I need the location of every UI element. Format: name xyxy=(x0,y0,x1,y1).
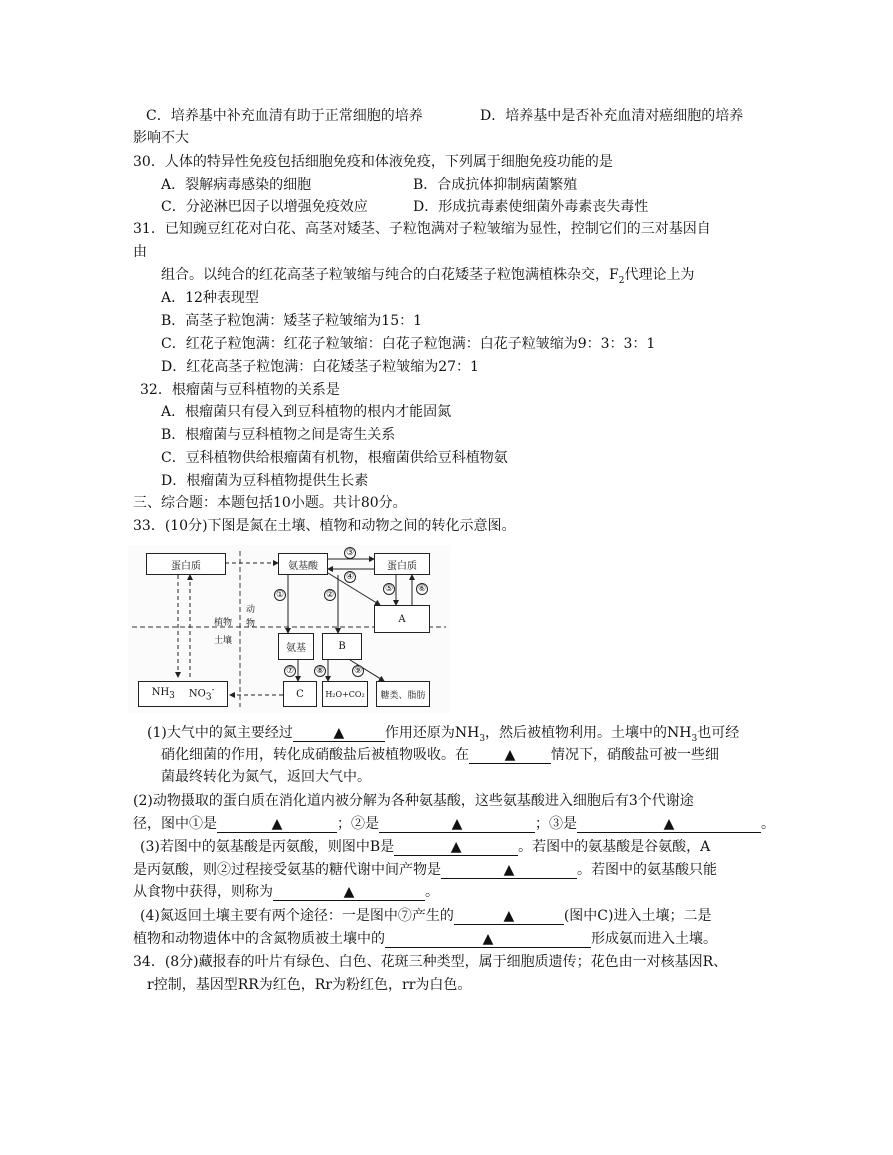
q31-option-b: B．高茎子粒饱满：矮茎子粒皱缩为15：1 xyxy=(161,313,423,329)
nh3-label xyxy=(152,687,175,701)
q33-p1-text-e: 硝化细菌的作用，转化成硝酸盐后被植物吸收。在 xyxy=(161,747,469,763)
q33-part3-line2 xyxy=(133,860,717,880)
no3-subscript: 3 xyxy=(205,692,212,703)
q32-option-a: A．根瘤菌只有侵入到豆科植物的根内才能固氮 xyxy=(161,404,452,420)
q34-stem-line2: r控制，基因型RR为红色，Rr为粉红色，rr为白色。 xyxy=(147,977,472,993)
step-8-marker: ⑧ xyxy=(315,666,325,676)
q33-part1-line3: 菌最终转化为氮气，返回大气中。 xyxy=(161,769,371,785)
step-3-marker: ③ xyxy=(345,548,355,558)
q33-p3-text-a: (3)若图中的氨基酸是丙氨酸，则图中B是 xyxy=(140,839,395,855)
section-3-heading: 三、综合题：本题包括10小题。共计80分。 xyxy=(133,495,407,511)
nh3-subscript: 3 xyxy=(169,691,175,701)
q31-option-d: D．红花高茎子粒饱满：白花矮茎子粒皱缩为27：1 xyxy=(161,359,479,375)
q33-blank-4[interactable]: ▲ xyxy=(379,816,535,833)
q29-option-c: C．培养基中补充血清有助于正常细胞的培养 xyxy=(146,108,423,124)
sugar-fat-box: 糖类、脂肪 xyxy=(376,681,430,707)
step-4-marker: ④ xyxy=(345,572,355,582)
q33-part2-line1: (2)动物摄取的蛋白质在消化道内被分解为各种氨基酸，这些氨基酸进入细胞后有3个代谢途 xyxy=(133,793,694,809)
box-a: A xyxy=(374,605,430,633)
q33-blank-8[interactable]: ▲ xyxy=(273,884,425,901)
q33-blank-6[interactable]: ▲ xyxy=(394,839,518,856)
q33-p1-text-a: (1)大气中的氮主要经过 xyxy=(147,725,293,741)
q32-stem: 32．根瘤菌与豆科植物的关系是 xyxy=(140,382,340,398)
q33-p2-text-a: 径，图中①是 xyxy=(133,816,217,832)
soil-label: 土壤 xyxy=(214,636,233,646)
q33-blank-7[interactable]: ▲ xyxy=(441,862,577,879)
q33-p4-text-b: (图中C)进入土壤；二是 xyxy=(563,908,712,924)
no3-text: NO xyxy=(188,688,206,700)
protein-left-box: 蛋白质 xyxy=(146,553,226,575)
nh3-no3-box xyxy=(138,681,228,707)
box-b: B xyxy=(322,633,362,660)
q29-option-d-continued: 影响不大 xyxy=(133,130,189,146)
nh3-text: NH xyxy=(151,687,170,698)
q33-p3-text-d: 。若图中的氨基酸只能 xyxy=(577,862,717,878)
q33-part3-line1 xyxy=(140,837,710,857)
q33-p3-text-b: 。若图中的氨基酸是谷氨酸，A xyxy=(518,839,711,855)
q31-stem-line2 xyxy=(161,265,694,291)
q33-part1-line2 xyxy=(161,745,719,765)
q33-blank-5[interactable]: ▲ xyxy=(577,816,761,833)
box-c: C xyxy=(283,681,317,707)
q33-stem: 33．(10分)下图是氮在土壤、植物和动物之间的转化示意图。 xyxy=(133,518,516,534)
step-2-marker: ② xyxy=(325,590,335,600)
q33-p3-text-e: 从食物中获得，则称为 xyxy=(133,884,273,900)
q30-option-c: C．分泌淋巴因子以增强免疫效应 xyxy=(161,199,368,215)
q32-option-c: C．豆科植物供给根瘤菌有机物，根瘤菌供给豆科植物氨 xyxy=(161,450,508,466)
nitrogen-cycle-diagram xyxy=(128,545,450,713)
step-7-marker: ⑦ xyxy=(285,666,295,676)
amino-group-box: 氨基 xyxy=(278,633,314,660)
q33-p3-text-f: 。 xyxy=(425,884,439,900)
q32-option-b: B．根瘤菌与豆科植物之间是寄生关系 xyxy=(161,427,396,443)
q33-part4-line1 xyxy=(140,906,711,926)
step-1-marker: ① xyxy=(275,590,285,600)
q33-p1-text-c: ，然后被植物利用。土壤中的NH xyxy=(485,725,692,741)
q33-p2-text-d: 。 xyxy=(761,816,775,832)
q33-p2-text-b: ；②是 xyxy=(337,816,379,832)
step-9-marker: ⑨ xyxy=(353,666,363,676)
q33-part2-line2 xyxy=(133,814,775,834)
q33-p4-text-a: (4)氮返回土壤主要有两个途径：一是图中⑦产生的 xyxy=(140,908,454,924)
q31-option-a: A．12种表现型 xyxy=(161,290,259,306)
q30-option-b: B．合成抗体抑制病菌繁殖 xyxy=(413,177,578,193)
q29-option-d: D．培养基中是否补充血清对癌细胞的培养 xyxy=(480,108,744,124)
q33-blank-9[interactable]: ▲ xyxy=(454,908,564,925)
q33-p4-text-c: 植物和动物遗体中的含氮物质被土壤中的 xyxy=(133,931,385,947)
q33-blank-2[interactable]: ▲ xyxy=(469,747,551,764)
q33-blank-1[interactable]: ▲ xyxy=(293,725,385,742)
q34-stem-line1: 34．(8分)藏报春的叶片有绿色、白色、花斑三种类型，属于细胞质遗传；花色由一对核基因R、 xyxy=(133,954,728,970)
q33-p1-text-d: 也可经 xyxy=(697,725,740,741)
q33-part4-line2 xyxy=(133,929,717,949)
step-6-marker: ⑥ xyxy=(417,584,427,594)
protein-right-box: 蛋白质 xyxy=(374,553,430,575)
q33-p1-text-b: 作用还原为NH xyxy=(384,725,480,741)
q31-stem-text-end: 代理论上为 xyxy=(624,267,695,283)
q31-stem-line1-wrap: 由 xyxy=(133,244,147,260)
q30-option-d: D．形成抗毒素使细菌外毒素丧失毒性 xyxy=(413,199,649,215)
q30-stem: 30．人体的特异性免疫包括细胞免疫和体液免疫，下列属于细胞免疫功能的是 xyxy=(133,154,613,170)
step-5-marker: ⑤ xyxy=(384,584,394,594)
q33-p2-text-c: ；③是 xyxy=(535,816,577,832)
q33-blank-3[interactable]: ▲ xyxy=(217,816,337,833)
q31-f2-subscript: 2 xyxy=(618,275,625,286)
q33-p1-text-f: 情况下，硝酸盐可被一些细 xyxy=(551,747,719,763)
q33-p3-text-c: 是丙氨酸，则②过程接受氨基的糖代谢中间产物是 xyxy=(133,862,441,878)
no3-superscript: - xyxy=(211,685,215,695)
no3-label xyxy=(189,685,214,702)
q31-stem-text: 组合。以纯合的红花高茎子粒皱缩与纯合的白花矮茎子粒饱满植株杂交，F xyxy=(161,267,619,283)
h2o-co2-box: H₂O+CO₂ xyxy=(322,681,368,707)
q31-stem-line1: 31．已知豌豆红花对白花、高茎对矮茎、子粒饱满对子粒皱缩为显性，控制它们的三对基因自 xyxy=(133,221,711,237)
q33-p1-sub-1: 3 xyxy=(479,733,486,744)
q30-option-a: A．裂解病毒感染的细胞 xyxy=(161,177,312,193)
q33-part3-line3 xyxy=(133,882,439,902)
q31-option-c: C．红花子粒饱满：红花子粒皱缩：白花子粒饱满：白花子粒皱缩为9：3：3：1 xyxy=(161,336,656,352)
animal-label: 动物 xyxy=(246,605,256,629)
q33-p4-text-d: 形成氨而进入土壤。 xyxy=(591,931,717,947)
q32-option-d: D．根瘤菌为豆科植物提供生长素 xyxy=(161,473,369,489)
plant-label: 植物 xyxy=(214,618,233,628)
amino-acid-box: 氨基酸 xyxy=(278,553,328,575)
q33-blank-10[interactable]: ▲ xyxy=(385,931,591,948)
q33-p1-sub-2: 3 xyxy=(691,733,698,744)
